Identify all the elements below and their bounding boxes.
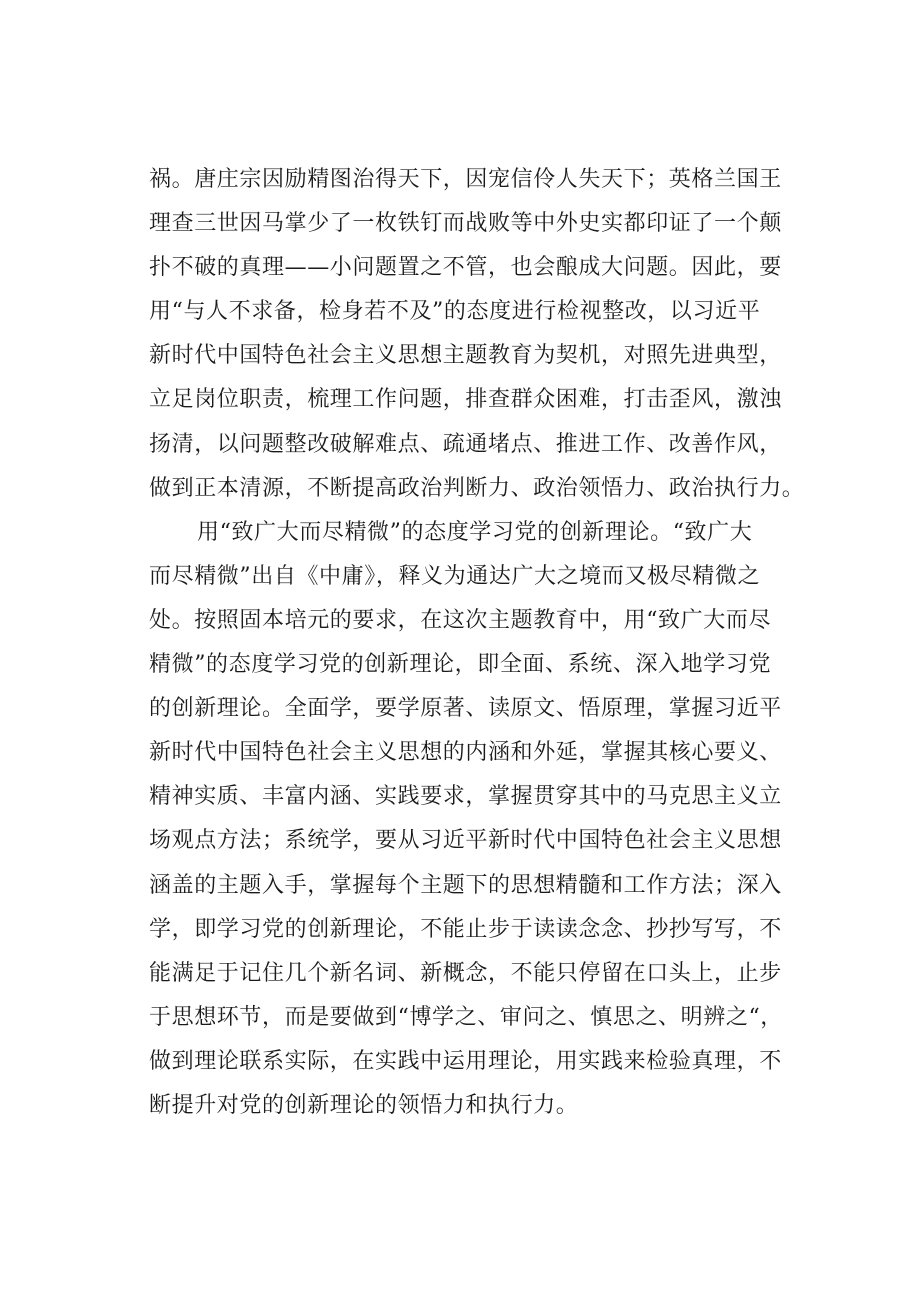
text-line: 用“与人不求备，检身若不及”的态度进行检视整改，以习近平 (149, 299, 761, 325)
text-line: 新时代中国特色社会主义思想的内涵和外延，掌握其核心要义、 (149, 740, 782, 766)
text-line: 场观点方法；系统学，要从习近平新时代中国特色社会主义思想 (149, 828, 782, 854)
text-line: 扑不破的真理——小问题置之不管，也会酿成大问题。因此，要 (149, 255, 782, 281)
text-line: 用“致广大而尽精微”的态度学习党的创新理论。“致广大 (197, 519, 753, 545)
text-line: 学，即学习党的创新理论，不能止步于读读念念、抄抄写写，不 (149, 916, 782, 942)
text-line: 处。按照固本培元的要求，在这次主题教育中，用“致广大而尽 (149, 607, 772, 633)
text-line: 新时代中国特色社会主义思想主题教育为契机，对照先进典型， (149, 343, 782, 369)
text-line: 涵盖的主题入手，掌握每个主题下的思想精髓和工作方法；深入 (149, 872, 782, 898)
body-text (149, 158, 809, 1128)
text-line: 的创新理论。全面学，要学原著、读原文、悟原理，掌握习近平 (149, 696, 782, 722)
text-line: 精神实质、丰富内涵、实践要求，掌握贯穿其中的马克思主义立 (149, 784, 782, 810)
text-line: 立足岗位职责，梳理工作问题，排查群众困难，打击歪风，激浊 (149, 387, 782, 413)
text-line: 做到理论联系实际，在实践中运用理论，用实践来检验真理，不 (149, 1048, 782, 1074)
text-line: 而尽精微”出自《中庸》，释义为通达广大之境而又极尽精微之 (149, 563, 761, 589)
text-line: 理查三世因马掌少了一枚铁钉而战败等中外史实都印证了一个颠 (149, 211, 782, 237)
text-line: 祸。唐庄宗因励精图治得天下，因宠信伶人失天下；英格兰国王 (149, 167, 782, 192)
text-line: 扬清，以问题整改破解难点、疏通堵点、推进工作、改善作风， (149, 431, 782, 457)
text-line: 于思想环节，而是要做到“博学之、审问之、慎思之、明辨之“， (149, 1004, 783, 1030)
text-line: 断提升对党的创新理论的领悟力和执行力。 (149, 1092, 579, 1118)
text-line: 能满足于记住几个新名词、新概念，不能只停留在口头上，止步 (149, 960, 782, 986)
text-line: 精微”的态度学习党的创新理论，即全面、系统、深入地学习党 (149, 652, 772, 678)
text-line: 做到正本清源，不断提高政治判断力、政治领悟力、政治执行力。 (149, 475, 805, 501)
